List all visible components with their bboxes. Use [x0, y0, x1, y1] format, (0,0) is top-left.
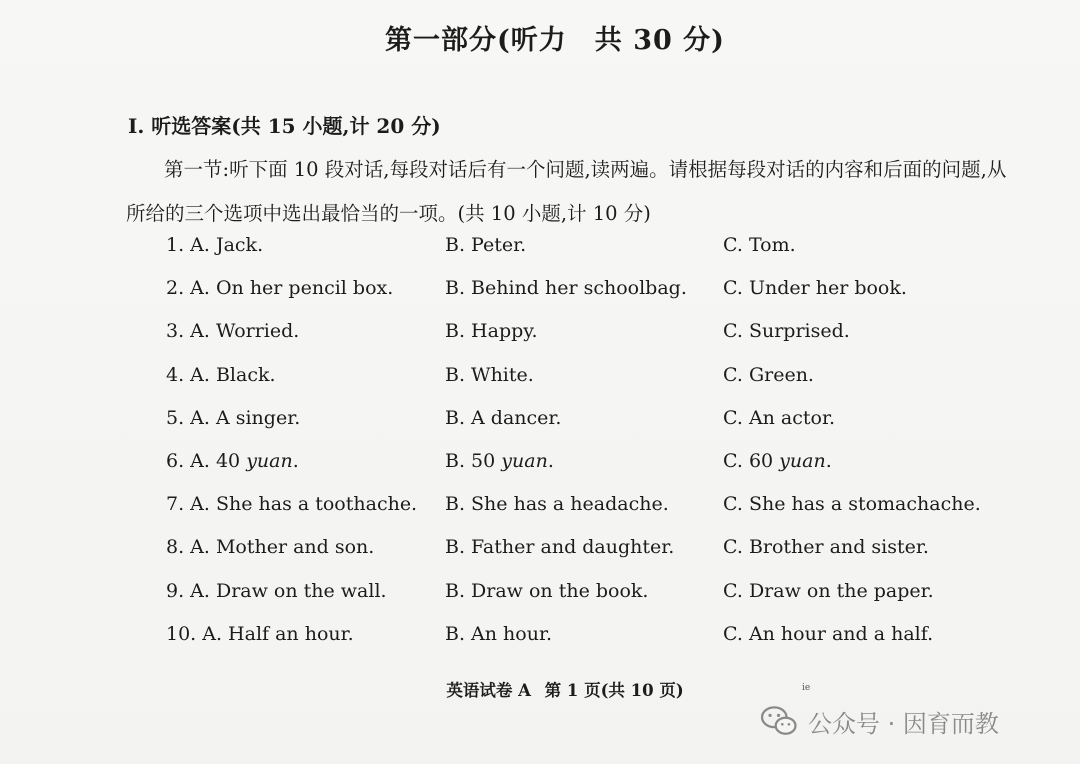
option-a-unit: yuan	[246, 449, 293, 472]
option-c: C. Tom.	[723, 234, 796, 256]
option-c-period: .	[825, 449, 832, 472]
option-a: 5. A. A singer.	[166, 406, 301, 429]
question-row	[166, 407, 1026, 450]
option-b-amount: B. 50	[445, 449, 496, 472]
option-c: C. Under her book.	[723, 277, 907, 300]
option-b: B. Father and daughter.	[445, 536, 675, 559]
option-b-unit: yuan	[501, 449, 548, 472]
scan-mark: ie	[802, 683, 811, 693]
option-c: C. Surprised.	[723, 320, 850, 343]
option-b: B. White.	[445, 363, 534, 386]
question-row	[166, 320, 1026, 363]
option-a: 3. A. Worried.	[166, 320, 300, 343]
page-number: 第 1 页(共 10 页)	[544, 681, 684, 700]
option-c: C. Green.	[723, 363, 814, 386]
option-b: B. Behind her schoolbag.	[445, 277, 687, 300]
question-row	[166, 364, 1026, 407]
page-footer	[0, 677, 1080, 701]
option-a: 2. A. On her pencil box.	[166, 277, 394, 300]
option-a-amount: 6. A. 40	[166, 449, 241, 472]
option-a: 7. A. She has a toothache.	[166, 493, 418, 516]
option-a: 8. A. Mother and son.	[166, 536, 375, 559]
option-b: B. Peter.	[445, 234, 527, 256]
option-c-amount: C. 60	[723, 449, 774, 472]
part-title: 第一部分(听力 共 30 分)	[385, 25, 725, 56]
option-b	[445, 450, 554, 472]
question-row	[166, 450, 1026, 493]
question-row	[166, 234, 1026, 277]
option-c: C. An actor.	[723, 406, 836, 429]
question-row	[166, 493, 1026, 536]
question-row	[166, 536, 1026, 579]
question-list	[166, 234, 1026, 666]
question-row	[166, 623, 1026, 666]
option-c	[723, 450, 832, 472]
option-c: C. An hour and a half.	[723, 622, 934, 645]
option-a: 1. A. Jack.	[166, 234, 264, 256]
option-a	[166, 450, 299, 472]
option-b: B. She has a headache.	[445, 493, 669, 516]
option-a: 4. A. Black.	[166, 363, 276, 386]
option-b-period: .	[547, 449, 554, 472]
question-row	[166, 580, 1026, 623]
watermark	[760, 700, 999, 742]
question-row	[166, 277, 1026, 320]
paper-name: 英语试卷 A	[446, 681, 531, 700]
section-heading: Ⅰ. 听选答案(共 15 小题,计 20 分)	[128, 114, 441, 138]
option-a: 9. A. Draw on the wall.	[166, 579, 387, 602]
option-b: B. Draw on the book.	[445, 579, 649, 602]
watermark-text: 公众号 · 因育而教	[808, 709, 999, 738]
wechat-icon	[760, 705, 798, 737]
option-c: C. Draw on the paper.	[723, 579, 934, 602]
option-c: C. Brother and sister.	[723, 536, 929, 559]
instructions-paragraph: 第一节:听下面 10 段对话,每段对话后有一个问题,读两遍。请根据每段对话的内容和后面的问题,从所给的三个选项中选出最恰当的一项。(共 10 小题,计 10 分)	[126, 158, 1007, 225]
option-a: 10. A. Half an hour.	[166, 622, 354, 645]
option-c: C. She has a stomachache.	[723, 493, 981, 516]
option-b: B. A dancer.	[445, 406, 562, 429]
option-a-period: .	[292, 449, 299, 472]
option-b: B. Happy.	[445, 320, 538, 343]
option-c-unit: yuan	[779, 449, 826, 472]
option-b: B. An hour.	[445, 622, 552, 645]
